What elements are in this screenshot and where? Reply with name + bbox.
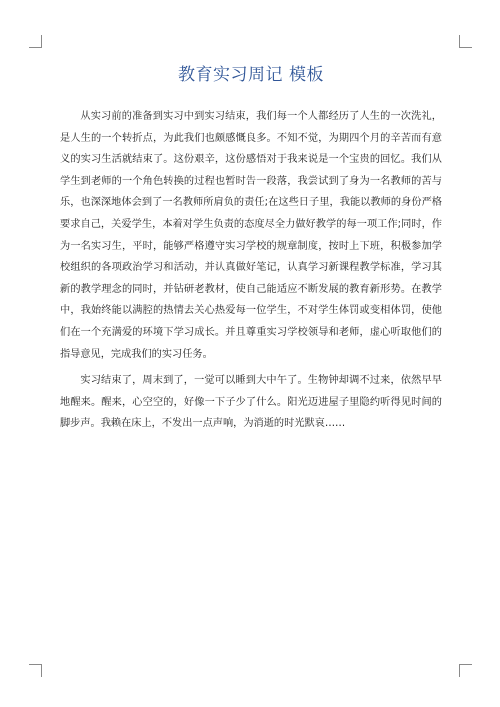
page-corner-mark-bottom-left [29,664,42,677]
document-page [60,62,442,435]
page-corner-mark-top-left [29,35,42,48]
document-title: 教育实习周记 模板 [178,65,324,85]
page-corner-mark-bottom-right [459,664,472,677]
page-corner-mark-top-right [459,35,472,48]
body-paragraph-2: 实习结束了，周末到了，一觉可以睡到大中午了。生物钟却调不过来，依然早早地醒来。醒来，心空空的，好像一下子少了什么。阳光迈进屋子里隐约听得见时间的脚步声。我赖在床上，不发出一点声响，为消逝的时光默哀…… [60,375,442,430]
body-paragraph-1: 从实习前的准备到实习中到实习结束，我们每一个人都经历了人生的一次洗礼，是人生的一个转折点，为此我们也颇感慨良多。不知不觉，为期四个月的辛苦而有意义的实习生活就结束了。这份艰辛，这份感悟对于我来说是一个宝贵的回忆。我们从学生到老师的一个角色转换的过程也暂时告一段落，我尝试到了身为一名教师的苦与乐，也深深地体会到了一名教师所肩负的责任;在这些日子里，我能以教师的身份严格要求自己，关爱学生，本着对学生负责的态度尽全力做好教学的每一项工作;同时，作为一名实习生，平时，能够严格遵守实习学校的规章制度，按时上下班，积极参加学校组织的各项政治学习和活动，并认真做好笔记，认真学习新课程教学标准，学习其新的教学理念的同时，并钻研老教材，使自己能适应不断发展的教育新形势。在教学中，我始终能以满腔的热情去关心热爱每一位学生，不对学生体罚或变相体罚，使他们在一个充满爱的环境下学习成长。并且尊重实习学校领导和老师，虚心听取他们的指导意见，完成我们的实习任务。 [60,111,442,360]
